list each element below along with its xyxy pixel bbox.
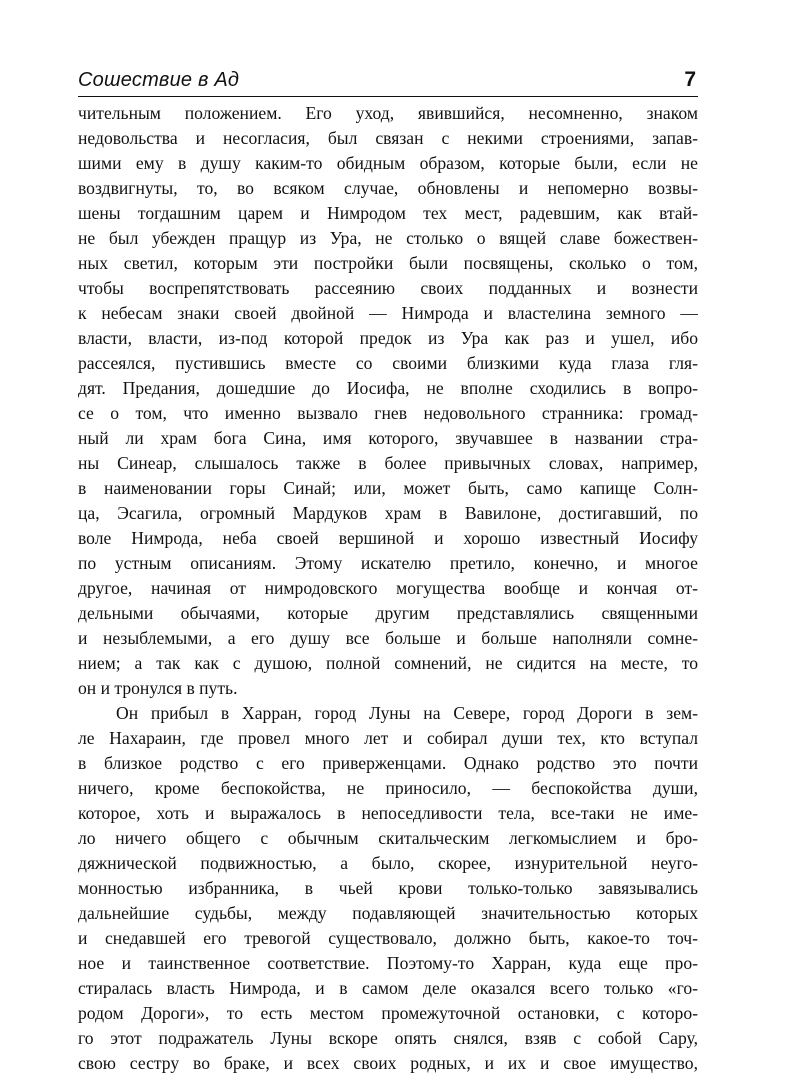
text-line: недовольства и несогласия, был связан с некими строениями, запав- [78, 128, 698, 148]
text-line: рассеялся, пустившись вместе со своими близкими куда глаза гля- [78, 353, 698, 373]
text-line: ле Нахараин, где провел много лет и собирал души тех, кто вступал [78, 728, 698, 748]
text-line: и незыблемыми, а его душу все больше и больше наполняли сомне- [78, 628, 698, 648]
text-line: в наименовании горы Синай; или, может быть, само капище Солн- [78, 478, 698, 498]
paragraph [78, 101, 698, 701]
text-line: шими ему в душу каким-то обидным образом, которые были, если не [78, 153, 698, 173]
text-line: чительным положением. Его уход, явившийся, несомненно, знаком [78, 103, 698, 123]
text-line: которое, хоть и выражалось в непоседливости тела, все-таки не име- [78, 803, 698, 823]
text-line: стиралась власть Нимрода, и в самом деле оказался всего только «го- [78, 978, 698, 998]
text-line: ных светил, которым эти постройки были посвящены, сколько о том, [78, 253, 698, 273]
text-line: дальнейшие судьбы, между подавляющей значительностью которых [78, 903, 698, 923]
text-line: ло ничего общего с обычным скитальческим легкомыслием и бро- [78, 828, 698, 848]
text-line: воле Нимрода, неба своей вершиной и хорошо известный Иосифу [78, 528, 698, 548]
text-line: го этот подражатель Луны вскоре опять снялся, взяв с собой Сару, [78, 1028, 698, 1048]
text-line: власти, власти, из-под которой предок из Ура как раз и ушел, ибо [78, 328, 698, 348]
text-line: нием; а так как с душою, полной сомнений, не сидится на месте, то [78, 653, 698, 673]
text-line: в близкое родство с его приверженцами. Однако родство это почти [78, 753, 698, 773]
body-text [78, 101, 698, 1076]
text-line: дельными обычаями, которые другим представлялись священными [78, 603, 698, 623]
text-line: ны Синеар, слышалось также в более привычных словах, например, [78, 453, 698, 473]
text-line: Он прибыл в Харран, город Луны на Севере, город Дороги в зем- [116, 703, 698, 723]
text-line: воздвигнуты, то, во всяком случае, обновлены и непомерно возвы- [78, 178, 698, 198]
text-line: по устным описаниям. Этому искателю претило, конечно, и многое [78, 553, 698, 573]
book-page [78, 66, 698, 1076]
text-line: не был убежден пращур из Ура, не столько о вящей славе божествен- [78, 228, 698, 248]
running-head [78, 66, 698, 97]
text-line: он и тронулся в путь. [78, 678, 238, 698]
text-line: свою сестру во браке, и всех своих родных, и их и свое имущество, [78, 1053, 698, 1073]
text-line: се о том, что именно вызвало гнев недовольного странника: громад- [78, 403, 698, 423]
paragraph [78, 701, 698, 1076]
text-line: шены тогдашним царем и Нимродом тех мест, радевшим, как втай- [78, 203, 698, 223]
text-line: родом Дороги», то есть местом промежуточной остановки, с которо- [78, 1003, 698, 1023]
text-line: чтобы воспрепятствовать рассеянию своих подданных и вознести [78, 278, 698, 298]
text-line: другое, начиная от нимродовского могущества вообще и кончая от- [78, 578, 698, 598]
text-line: и снедавшей его тревогой существовало, должно быть, какое-то точ- [78, 928, 698, 948]
text-line: дяжнической подвижностью, а было, скорее, изнурительной неуго- [78, 853, 698, 873]
text-line: дят. Предания, дошедшие до Иосифа, не вполне сходились в вопро- [78, 378, 698, 398]
text-line: ца, Эсагила, огромный Мардуков храм в Вавилоне, достигавший, по [78, 503, 698, 523]
text-line: монностью избранника, в чьей крови только-только завязывались [78, 878, 698, 898]
text-line: ничего, кроме беспокойства, не приносило, — беспокойства души, [78, 778, 698, 798]
text-line: ное и таинственное соответствие. Поэтому-то Харран, куда еще про- [78, 953, 698, 973]
running-title: Сошествие в Ад [78, 69, 240, 91]
text-line: к небесам знаки своей двойной — Нимрода и властелина земного — [78, 303, 698, 323]
page-number: 7 [684, 68, 696, 91]
text-line: ный ли храм бога Сина, имя которого, звучавшее в названии стра- [78, 428, 698, 448]
